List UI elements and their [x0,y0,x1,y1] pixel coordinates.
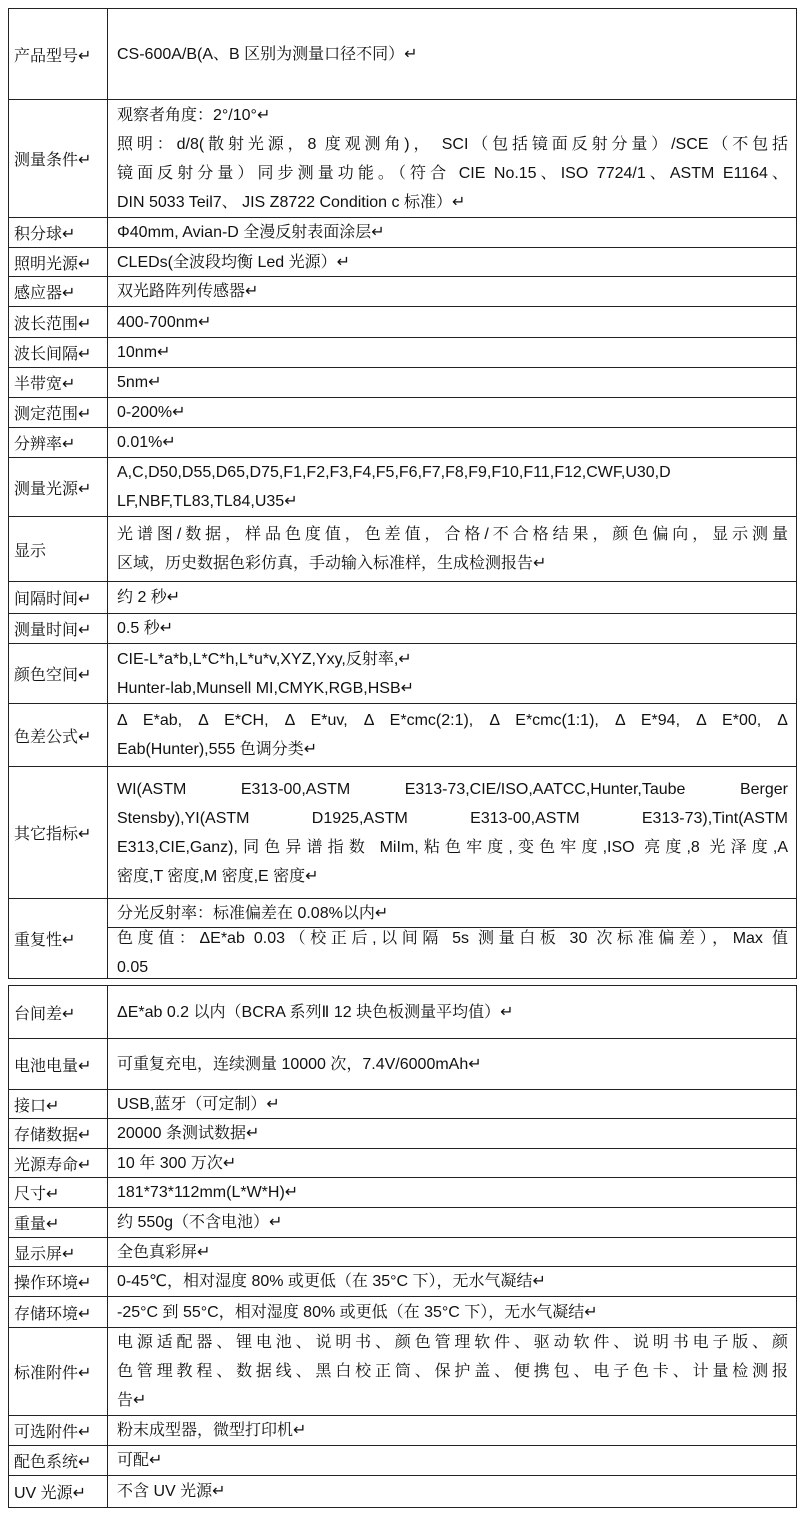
spec-value [108,9,796,99]
spec-label: 间隔时间↵ [9,582,108,613]
spec-label: 存储数据↵ [9,1119,108,1148]
spec-row [9,306,796,337]
spec-value-line: 0.05 [117,959,149,976]
spec-value-line: 20000 条测试数据↵ [117,1125,260,1142]
spec-row [9,1415,796,1445]
spec-value [108,1297,796,1327]
spec-value-line: 分光反射率：标准偏差在 0.08%以内↵ [117,904,389,922]
spec-value [108,986,796,1038]
spec-value [108,1476,796,1507]
spec-value-line: USB,蓝牙（可定制）↵ [117,1095,280,1113]
spec-value-line: Stensby),YI(ASTM D1925,ASTM E313-00,ASTM E313-73),Tint(ASTM [117,809,788,827]
spec-label: 标准附件↵ [9,1328,108,1415]
spec-value [108,704,796,766]
spec-value-line: 0.5 秒↵ [117,620,174,637]
spec-value-line: 181*73*112mm(L*W*H)↵ [117,1184,299,1201]
spec-value-line: Φ40mm, Avian-D 全漫反射表面涂层↵ [117,224,385,241]
spec-row [9,367,796,397]
spec-row [9,427,796,457]
spec-label: 显示屏↵ [9,1238,108,1266]
spec-row [9,1296,796,1327]
spec-label: 操作环境↵ [9,1267,108,1296]
spec-row [9,276,796,306]
spec-row [9,1148,796,1177]
spec-value [108,398,796,427]
spec-label: 测量时间↵ [9,614,108,643]
spec-row [9,397,796,427]
spec-row [9,217,796,247]
spec-value [108,644,796,703]
spec-value-line: 区域，历史数据色彩仿真，手动输入标准样，生成检测报告↵ [117,555,547,572]
spec-label: UV 光源↵ [9,1476,108,1507]
spec-value-line: CS-600A/B(A、B 区别为测量口径不同）↵ [117,45,418,63]
spec-row [9,247,796,276]
spec-value-line: A,C,D50,D55,D65,D75,F1,F2,F3,F4,F5,F6,F7,F8,F9,F10,F11,F12,CWF,U30,D [117,464,671,481]
spec-label: 存储环境↵ [9,1297,108,1327]
spec-row [9,986,796,1038]
spec-value [108,1208,796,1237]
spec-value [108,1416,796,1445]
spec-table-upper [8,8,797,979]
spec-label: 照明光源↵ [9,248,108,276]
spec-value-line: 光谱图/数据，样品色度值，色差值，合格/不合格结果，颜色偏向，显示测量 [117,526,788,543]
spec-label: 半带宽↵ [9,368,108,397]
spec-label: 重复性↵ [9,899,108,978]
spec-value [108,517,796,581]
spec-value-line: E313,CIE,Ganz),同色异谱指数 MiIm,粘色牢度,变色牢度,ISO 亮度,8 光泽度,A [117,838,788,856]
spec-value-line: CLEDs(全波段均衡 Led 光源）↵ [117,253,351,271]
spec-value-line: WI(ASTM E313-00,ASTM E313-73,CIE/ISO,AATCC,Hunter,Taube Berger [117,780,788,798]
spec-label: 测定范围↵ [9,398,108,427]
spec-value [108,338,796,367]
spec-value-line: 镜面反射分量）同步测量功能。（符合 CIE No.15、ISO 7724/1、ASTM E1164、 [117,164,788,182]
spec-value-line: 可重复充电，连续测量 10000 次，7.4V/6000mAh↵ [117,1055,482,1073]
spec-row [9,457,796,516]
spec-value-line: 全色真彩屏↵ [117,1243,211,1261]
spec-row [9,1445,796,1475]
spec-row [9,1089,796,1118]
spec-value [108,767,796,898]
spec-value [108,1238,796,1266]
spec-label: 分辨率↵ [9,428,108,457]
spec-row [9,1118,796,1148]
spec-label: 接口↵ [9,1090,108,1118]
spec-label: 其它指标↵ [9,767,108,898]
spec-label: 感应器↵ [9,277,108,306]
spec-value [108,277,796,306]
spec-value-line: 观察者角度：2°/10°↵ [117,106,271,124]
spec-value [108,614,796,643]
spec-value-line: 400-700nm↵ [117,313,212,331]
spec-value-line: 粉末成型器，微型打印机↵ [117,1422,307,1439]
spec-value-line: -25°C 到 55°C，相对湿度 80% 或更低（在 35°C 下），无水气凝结↵ [117,1303,598,1321]
spec-value [108,458,796,516]
spec-value [108,428,796,457]
spec-value-line: ΔE*ab 0.2 以内（BCRA 系列Ⅱ 12 块色板测量平均值）↵ [117,1003,514,1021]
spec-value-line: CIE-L*a*b,L*C*h,L*u*v,XYZ,Yxy,反射率,↵ [117,650,412,668]
spec-row [9,643,796,703]
spec-value-line: DIN 5033 Teil7、 JIS Z8722 Condition c 标准）↵ [117,193,466,211]
spec-value-line: Eab(Hunter),555 色调分类↵ [117,741,318,758]
spec-value-line: 告↵ [117,1392,147,1409]
spec-value-line: 色管理教程、数据线、黑白校正筒、保护盖、便携包、电子色卡、计量检测报 [117,1363,788,1380]
spec-label: 产品型号↵ [9,9,108,99]
spec-row [9,766,796,898]
spec-value [108,1149,796,1177]
spec-label: 光源寿命↵ [9,1149,108,1177]
spec-value-line: Hunter-lab,Munsell MI,CMYK,RGB,HSB↵ [117,679,415,697]
spec-value-line: 不含 UV 光源↵ [117,1483,226,1500]
spec-value [108,248,796,276]
spec-value [108,218,796,247]
spec-label: 颜色空间↵ [9,644,108,703]
spec-value-line: 可配↵ [117,1452,163,1469]
spec-row [9,516,796,581]
spec-subcell [108,927,796,978]
spec-value-line: 10 年 300 万次↵ [117,1154,237,1172]
spec-label: 尺寸↵ [9,1178,108,1207]
spec-value-line: 色度值：ΔE*ab 0.03（校正后,以间隔 5s 测量白板 30 次标准偏差），Max 值 [117,930,788,947]
spec-label: 电池电量↵ [9,1039,108,1089]
spec-row [9,1177,796,1207]
spec-label: 测量光源↵ [9,458,108,516]
spec-value-line: LF,NBF,TL83,TL84,U35↵ [117,493,298,510]
spec-row [9,703,796,766]
spec-label: 显示 [9,517,108,581]
spec-row [9,1038,796,1089]
spec-value-line: 照明：d/8(散射光源，8 度观测角)， SCI（包括镜面反射分量）/SCE（不包括 [117,135,788,153]
spec-row [9,337,796,367]
spec-row [9,613,796,643]
spec-row [9,99,796,217]
spec-label: 波长范围↵ [9,307,108,337]
spec-row [9,1207,796,1237]
spec-value [108,1328,796,1415]
spec-row [9,1266,796,1296]
spec-value [108,582,796,613]
spec-value [108,899,796,978]
spec-label: 配色系统↵ [9,1446,108,1475]
spec-value-line: 双光路阵列传感器↵ [117,283,259,300]
spec-label: 积分球↵ [9,218,108,247]
spec-value [108,1267,796,1296]
spec-value-line: 密度,T 密度,M 密度,E 密度↵ [117,867,319,885]
spec-row [9,1327,796,1415]
spec-value-line: 0-200%↵ [117,404,186,421]
spec-label: 可选附件↵ [9,1416,108,1445]
spec-value [108,368,796,397]
spec-label: 波长间隔↵ [9,338,108,367]
spec-row [9,1475,796,1507]
spec-value-line: 电源适配器、锂电池、说明书、颜色管理软件、驱动软件、说明书电子版、颜 [117,1334,788,1351]
spec-value [108,1178,796,1207]
spec-table-lower [8,985,797,1508]
spec-value-line: 0.01%↵ [117,434,176,451]
spec-value [108,1446,796,1475]
spec-row [9,581,796,613]
spec-value-line: Δ E*ab, Δ E*CH, Δ E*uv, Δ E*cmc(2:1), Δ E*cmc(1:1), Δ E*94, Δ E*00, Δ [117,712,788,729]
spec-label: 重量↵ [9,1208,108,1237]
spec-value-line: 约 2 秒↵ [117,589,181,606]
spec-value [108,1090,796,1118]
spec-value-line: 约 550g（不含电池）↵ [117,1214,283,1231]
spec-row [9,9,796,99]
spec-value [108,100,796,217]
spec-value-line: 5nm↵ [117,374,162,391]
spec-label: 测量条件↵ [9,100,108,217]
spec-value [108,1119,796,1148]
spec-row [9,1237,796,1266]
spec-label: 台间差↵ [9,986,108,1038]
spec-value-line: 0-45℃，相对湿度 80% 或更低（在 35°C 下），无水气凝结↵ [117,1273,546,1290]
spec-label: 色差公式↵ [9,704,108,766]
spec-value [108,307,796,337]
spec-subcell [108,899,796,927]
spec-value-line: 10nm↵ [117,344,171,361]
spec-value [108,1039,796,1089]
spec-row [9,898,796,978]
